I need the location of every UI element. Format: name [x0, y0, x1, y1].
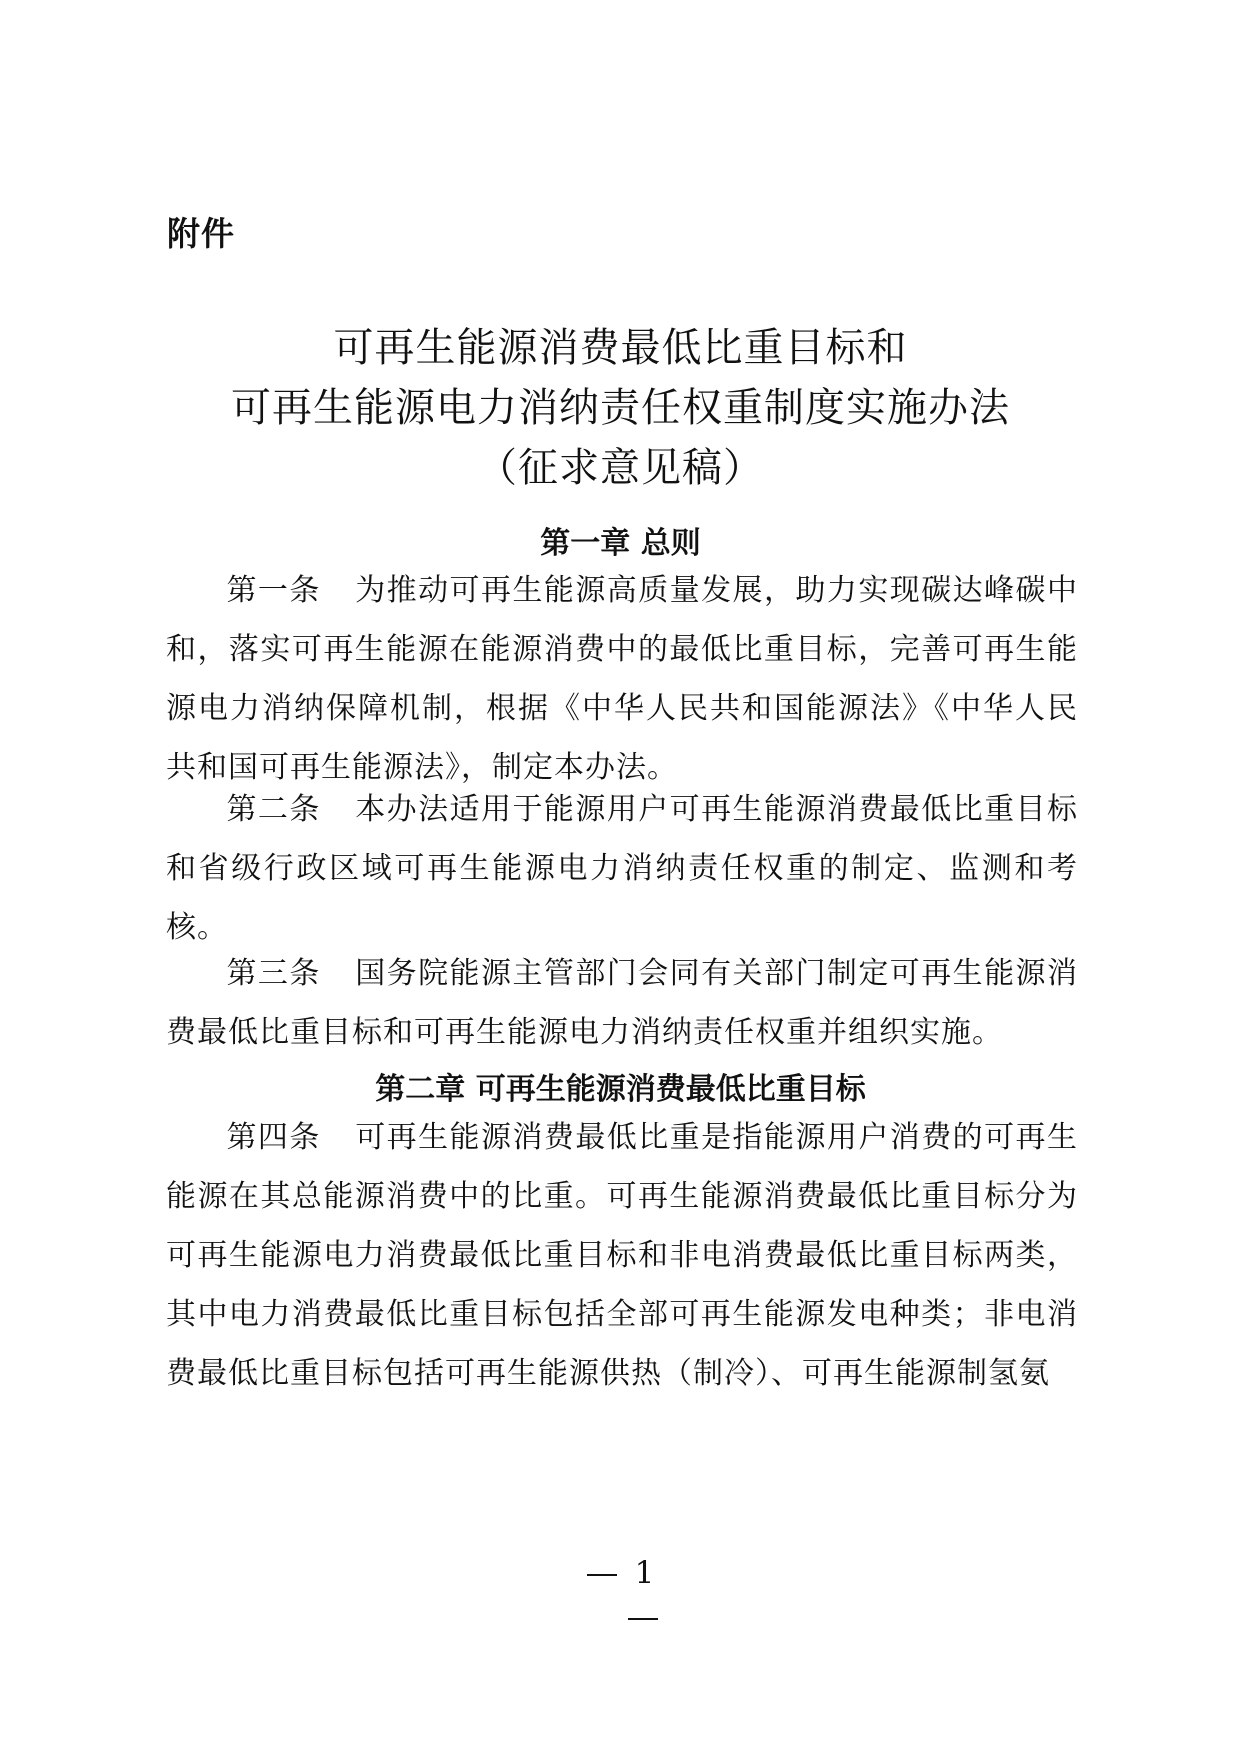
article-3 — [166, 944, 1078, 1062]
article-2-label: 第二条 — [226, 792, 321, 827]
title-line-1: 可再生能源消费最低比重目标和 — [333, 325, 908, 371]
chapter-1-heading: 第一章 总则 — [540, 526, 701, 561]
page-number — [0, 1553, 1241, 1593]
title-line-3: （征求意见稿） — [477, 445, 764, 491]
article-1 — [166, 561, 1078, 797]
article-2-text: 本办法适用于能源用户可再生能源消费最低比重目标和省级行政区域可再生能源电力消纳责任权重的制定、监测和考核。 — [166, 792, 1079, 945]
article-4 — [166, 1108, 1078, 1403]
article-4-text: 可再生能源消费最低比重是指能源用户消费的可再生能源在其总能源消费中的比重。可再生能源消费最低比重目标分为可再生能源电力消费最低比重目标和非电消费最低比重目标两类，其中电力消费最低比重目标包括全部可再生能源发电种类；非电消费最低比重目标包括可再生能源供热（制冷）、可再生能源制氢氨 — [166, 1120, 1079, 1391]
article-4-label: 第四条 — [226, 1120, 321, 1155]
article-3-text: 国务院能源主管部门会同有关部门制定可再生能源消费最低比重目标和可再生能源电力消纳责任权重并组织实施。 — [166, 956, 1079, 1050]
article-1-label: 第一条 — [226, 573, 321, 608]
attachment-label: 附件 — [167, 214, 235, 253]
page-number-dash — [587, 1574, 617, 1576]
chapter-2-heading: 第二章 可再生能源消费最低比重目标 — [375, 1072, 866, 1107]
article-2 — [166, 780, 1078, 957]
page-number-underline — [628, 1618, 658, 1620]
article-3-label: 第三条 — [226, 956, 321, 991]
document-title — [0, 318, 1241, 498]
article-1-text: 为推动可再生能源高质量发展，助力实现碳达峰碳中和，落实可再生能源在能源消费中的最低比重目标，完善可再生能源电力消纳保障机制，根据《中华人民共和国能源法》《中华人民共和国可再生能源法》，制定本办法。 — [166, 573, 1079, 785]
title-line-2: 可再生能源电力消纳责任权重制度实施办法 — [231, 385, 1010, 431]
page-number-value: 1 — [634, 1555, 655, 1591]
